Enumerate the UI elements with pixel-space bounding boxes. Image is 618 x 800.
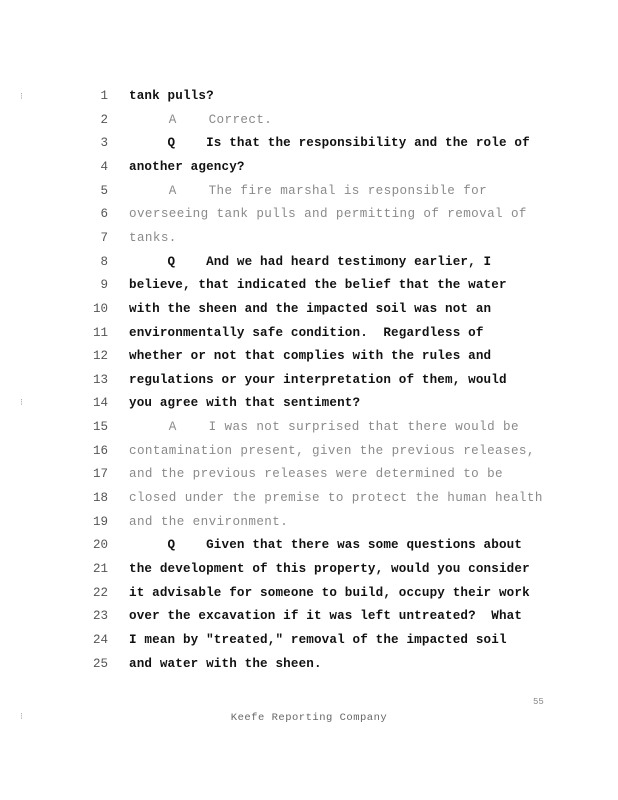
line-text: and the previous releases were determined to be — [129, 467, 504, 482]
line-number: 23 — [92, 609, 108, 624]
line-number: 3 — [100, 136, 108, 151]
line-text: it advisable for someone to build, occupy their work — [129, 585, 530, 600]
line-text: the development of this property, would you consider — [129, 562, 530, 576]
line-text: A Correct. — [129, 112, 273, 127]
line-number: 6 — [100, 207, 108, 222]
line-number: 9 — [100, 278, 108, 293]
page-number: 55 — [533, 697, 544, 707]
line-number: 1 — [100, 89, 108, 103]
line-text: environmentally safe condition. Regardless of — [129, 325, 484, 340]
line-text: Q And we had heard testimony earlier, I — [129, 254, 492, 269]
line-number: 18 — [92, 491, 108, 505]
line-text: with the sheen and the impacted soil was not an — [129, 301, 492, 316]
scan-mark: ⁝ — [20, 92, 23, 102]
line-number: 7 — [100, 230, 108, 245]
line-number: 25 — [92, 656, 108, 671]
scan-mark: ⁝ — [20, 398, 23, 408]
line-number: 14 — [92, 396, 108, 411]
line-text: A I was not surprised that there would be — [129, 420, 519, 435]
line-number: 15 — [92, 420, 108, 435]
line-text: over the excavation if it was left untreated? What — [129, 609, 523, 624]
footer-company: Keefe Reporting Company — [230, 712, 388, 724]
line-number: 21 — [92, 562, 108, 576]
line-number: 12 — [92, 349, 108, 364]
line-number: 8 — [100, 254, 108, 269]
line-number: 17 — [92, 467, 108, 482]
line-number: 10 — [92, 301, 108, 316]
line-number: 22 — [92, 585, 108, 600]
scan-mark: ⁝ — [20, 712, 23, 722]
line-number: 19 — [92, 514, 108, 529]
line-number: 11 — [92, 325, 108, 340]
line-text: A The fire marshal is responsible for — [129, 183, 488, 198]
line-text: closed under the premise to protect the human health — [129, 491, 543, 505]
line-number: 2 — [100, 112, 108, 127]
line-number: 20 — [92, 538, 108, 553]
line-text: Q Given that there was some questions about — [129, 538, 523, 553]
line-text: Q Is that the responsibility and the role of — [129, 136, 530, 151]
line-number: 13 — [92, 372, 108, 387]
line-text: whether or not that complies with the rules and — [129, 349, 492, 364]
line-number: 4 — [100, 159, 108, 174]
line-number: 5 — [100, 183, 108, 198]
line-text: I mean by "treated," removal of the impacted soil — [129, 632, 507, 647]
line-text: and water with the sheen. — [129, 656, 322, 671]
line-text: overseeing tank pulls and permitting of removal of — [129, 207, 527, 222]
line-text: and the environment. — [129, 514, 289, 529]
line-text: another agency? — [129, 159, 245, 174]
line-text: tank pulls? — [129, 89, 214, 103]
line-text: tanks. — [129, 230, 177, 245]
line-text: you agree with that sentiment? — [129, 396, 361, 411]
line-number: 16 — [92, 443, 108, 458]
line-number: 24 — [92, 632, 108, 647]
line-text: believe, that indicated the belief that the water — [129, 278, 507, 293]
line-text: regulations or your interpretation of them, would — [129, 372, 507, 387]
line-text: contamination present, given the previous releases, — [129, 443, 535, 458]
